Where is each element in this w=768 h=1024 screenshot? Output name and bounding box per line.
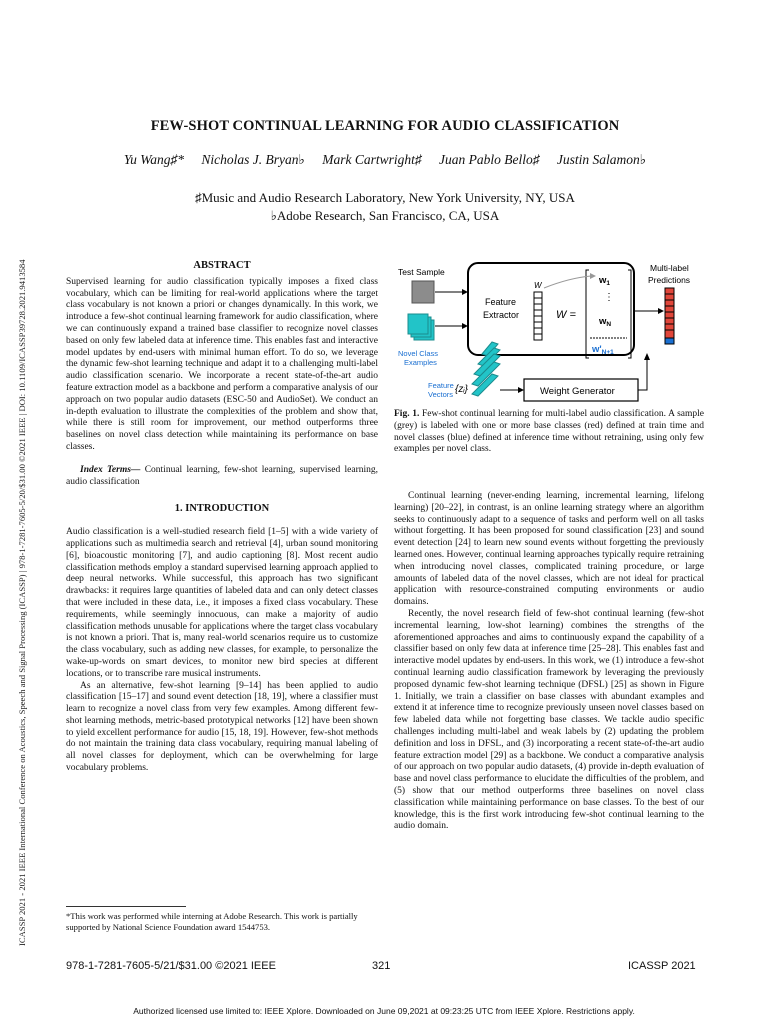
footer-isbn: 978-1-7281-7605-5/21/$31.00 ©2021 IEEE [66,960,276,972]
author: Nicholas J. Bryan♭ [201,152,305,167]
w1-label: $w_1$ [599,275,611,287]
feature-vectors-label: Feature [428,381,454,390]
left-column [66,260,378,775]
intro-paragraph-1: Audio classification is a well-studied research field [1–5] with a wide variety of applications such as multimedia search and retrieval [4], urban sound monitoring [6], bioacoustic monitoring [7], and audio captioning [8]. Most recent audio classification methods employ a standard supervised learning approach applied to deep neural networks. While successful, this approach has two significant drawbacks: it requires large quantities of labeled data and can only detect classes that were included in these data, i.e., it imposes a fixed class vocabulary. These requirements, while seemingly innocuous, can make a majority of audio classification methods unusable for applications where the target class vocabulary is not known a priori. That is, many real-world scenarios require us to customize the class vocabulary, such as adding new classes, for example, to personalize the wake-up-words on smart devices, to monitor new bird species at different locations, or to transcribe rare musical instruments. [66,527,378,679]
author: Yu Wang♯* [123,152,185,167]
right-paragraph-1: Continual learning (never-ending learning, incremental learning, lifelong learning) [20–22], in contrast, is an online learning strategy where an algorithm seeks to continuously adapt to a sequence of tasks and perform well on all tasks without forgetting. It has been proposed for sound classification [23] and sound event detection [24] to learn new sound events without forgetting the previously learned ones. However, continual learning approaches typically require retraining when introducing novel classes, complicated training procedure, or large amounts of labeled data of the novel classes, which are not ideal for practical application with resource-constrained computing environments or audio domains. [394,491,704,608]
affiliation-nyu: ♯Music and Audio Research Laboratory, New York University, NY, USA [195,190,575,205]
index-terms [66,465,378,489]
caption-label: Fig. 1. [394,409,420,419]
w-equals-label: W = [556,309,576,321]
right-column [394,491,704,833]
page-number: 321 [372,960,391,972]
intro-paragraph-2: As an alternative, few-shot learning [9–14] has been applied to audio classification [15–17] and sound event detection [18, 19], where a classifier must learn to recognize a novel class from very few examples. Among different few-shot learning methods, metric-based prototypical networks [12] have been shown to yield excellent performance for audio [15, 18, 19]. However, few-shot methods do not maintain the training data class vocabulary, requiring manual labeling of all novel classes for deployment, which can be overwhelming for large vocabulary problems. [66,680,378,774]
test-sample-label: Test Sample [398,267,445,277]
feature-extractor-label: Extractor [483,310,520,320]
weight-generator-label: Weight Generator [540,386,615,397]
right-paragraph-2: Recently, the novel research field of few-shot continual learning (few-shot incremental learning, low-shot learning) combines the strengths of the aforementioned approaches and aims to continuously expand the capability of a classifier based on only few data at inference time [25–28]. This enables fast and interactive model updates by end-users. In this work, we (1) introduce a few-shot continual learning audio classification framework by leveraging the previously proposed dynamic few-shot learning technique (DFSL) [25] as shown in Figure 1. Initially, we train a classifier on base classes with abundant examples and extend it at inference time to recognize previously unseen novel classes based on few labeled data while not forgetting base classes. We tackle audio specific challenges including multi-label and weak labels by (2) updating the problem definition and loss in DFSL, and (3) incorporating a recent state-of-the-art audio feature extraction model [29] as a backbone. We conduct a comparative analysis of our approach on two popular audio datasets, (4) provide in-depth evaluation of base and novel class performance to elucidate the difficulties of the problem, and (5) show that our method outperforms three baselines on novel class classification while maintaining performance on base classes. To the best of our knowledge, this is the first work introducing few-shot continual learning to the audio domain. [394,608,704,832]
intro-heading: 1. INTRODUCTION [174,503,270,515]
affiliation-adobe: ♭Adobe Research, San Francisco, CA, USA [270,208,500,223]
novel-class-label: Examples [404,358,437,367]
z-label: {zᵢ} [455,384,468,395]
index-terms-label: Index Terms— [80,464,141,475]
predictions-column [665,288,674,344]
abstract-text: Supervised learning for audio classification typically imposes a fixed class vocabulary, which can be limiting for real-world applications where the target class vocabulary is not known a priori or changes dynamically. In this work, we introduce a few-shot continual learning framework for audio classification, where we can continuously expand a trained base classifier to recognize novel classes based on only few labeled data at inference time. This enables fast and interactive model updates by end-users with minimal human effort. To do so, we leverage the dynamic few-shot learning technique and adapt it to a challenging multi-label audio classification scenario. We incorporate a recent state-of-the-art audio feature extraction model as a backbone and perform a comparative analysis of our approach on two popular audio datasets (ESC-50 and AudioSet). We conduct an in-depth evaluation to illustrate the complexities of the problem and show that, while there is still room for improvement, our method outperforms three baselines on novel class detection while maintaining its performance on base classes. [66,276,378,452]
author: Mark Cartwright♯ [322,152,422,167]
feature-extractor-label: Feature [485,297,517,307]
dots-label: ⋮ [604,292,614,303]
caption-text: Few-shot continual learning for multi-label audio classification. A sample (grey) is labeled with one or more base classes (red) defined at train time and novel classes (blue) defined at inference time without retraining, using only few examples per novel class. [394,409,705,455]
figure-diagram [394,256,714,406]
figure-1 [394,256,714,406]
feature-vector-column [534,292,542,340]
figure-caption [394,409,704,456]
sidebar-citation: ICASSP 2021 - 2021 IEEE International Conference on Acoustics, Speech and Signal Processing (ICASSP) | 978-1-7281-7605-5/20/$31.00 ©2021 IEEE | DOI: 10.1109/ICASSP39728.2021.9413584 [17,259,27,946]
multilabel-label: Predictions [648,275,691,285]
novel-class-label: Novel Class [398,349,439,358]
novel-example-square [408,314,428,334]
multilabel-label: Multi-label [650,263,689,273]
footer-conference: ICASSP 2021 [628,960,696,972]
index-terms-text: Continual learning, few-shot learning, supervised learning, audio classification [66,464,378,487]
author: Juan Pablo Bello♯ [439,152,540,167]
paper-title: FEW-SHOT CONTINUAL LEARNING FOR AUDIO CLASSIFICATION [150,118,620,134]
model-box [468,263,634,355]
w-small-label: W [534,281,542,290]
authorized-use-notice: Authorized licensed use limited to: IEEE Xplore. Downloaded on June 09,2021 at 09:23:25 UTC from IEEE Xplore. Restrictions apply. [133,1006,635,1016]
author-list [60,152,710,168]
footnote-rule [66,906,186,907]
wn-label: $w_N$ [599,316,612,328]
author: Justin Salamon♭ [556,152,647,167]
abstract-heading: ABSTRACT [193,260,251,271]
w-new-label: $w'_{N+1}$ [592,344,614,356]
feature-vectors-label: Vectors [428,390,454,399]
footnote: *This work was performed while interning at Adobe Research. This work is partially supported by National Science Foundation award 1544753. [66,911,358,932]
test-sample-square [412,281,434,303]
